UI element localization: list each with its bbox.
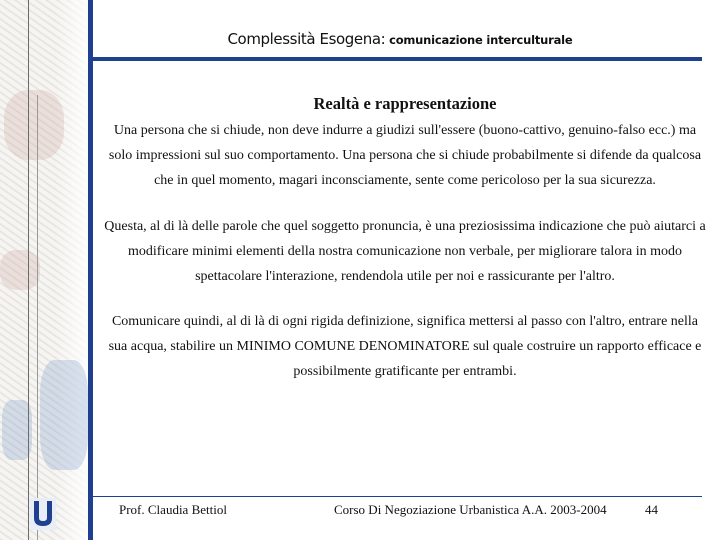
- header-subtitle: comunicazione interculturale: [385, 33, 573, 47]
- left-rule-thin: [28, 0, 29, 540]
- left-rule-secondary: [37, 95, 38, 540]
- header-divider: [90, 57, 702, 61]
- header-title: Complessità Esogena:: [227, 30, 386, 48]
- footer-author: Prof. Claudia Bettiol: [119, 502, 227, 517]
- page-number: 44: [645, 502, 658, 517]
- slide-body: [104, 92, 706, 384]
- footer-divider: [90, 496, 702, 497]
- map-background: [0, 0, 92, 540]
- section-heading: Realtà e rappresentazione: [313, 94, 497, 113]
- slide-footer: [0, 502, 720, 524]
- footer-course: Corso Di Negoziazione Urbanistica A.A. 2003-2004: [334, 502, 607, 517]
- paragraph-3: Comunicare quindi, al di là di ogni rigida definizione, significa mettersi al passo con l'altro, entrare nella sua acqua, stabilire un MINIMO COMUNE DENOMINATORE sul quale costruire un rapporto efficace e possibilmente gratificante per entrambi.: [108, 314, 702, 379]
- paragraph-2: Questa, al di là delle parole che quel soggetto pronuncia, è una preziosissima indicazione che può aiutarci a modificare minimi elementi della nostra comunicazione non verbale, per migliorare talora in modo spettacolare l'interazione, rendendola utile per noi e rassicurante per l'altro.: [104, 219, 706, 284]
- paragraph-1: Una persona che si chiude, non deve indurre a giudizi sull'essere (buono-cattivo, genuino-falso ecc.) ma solo impressioni sul suo comportamento. Una persona che si chiude probabilmente si difende da qualcosa che in quel momento, magari inconsciamente, sente come pericoloso per la sua sicurezza.: [108, 123, 702, 188]
- left-rule-accent: [88, 0, 93, 540]
- slide-header: [100, 29, 700, 48]
